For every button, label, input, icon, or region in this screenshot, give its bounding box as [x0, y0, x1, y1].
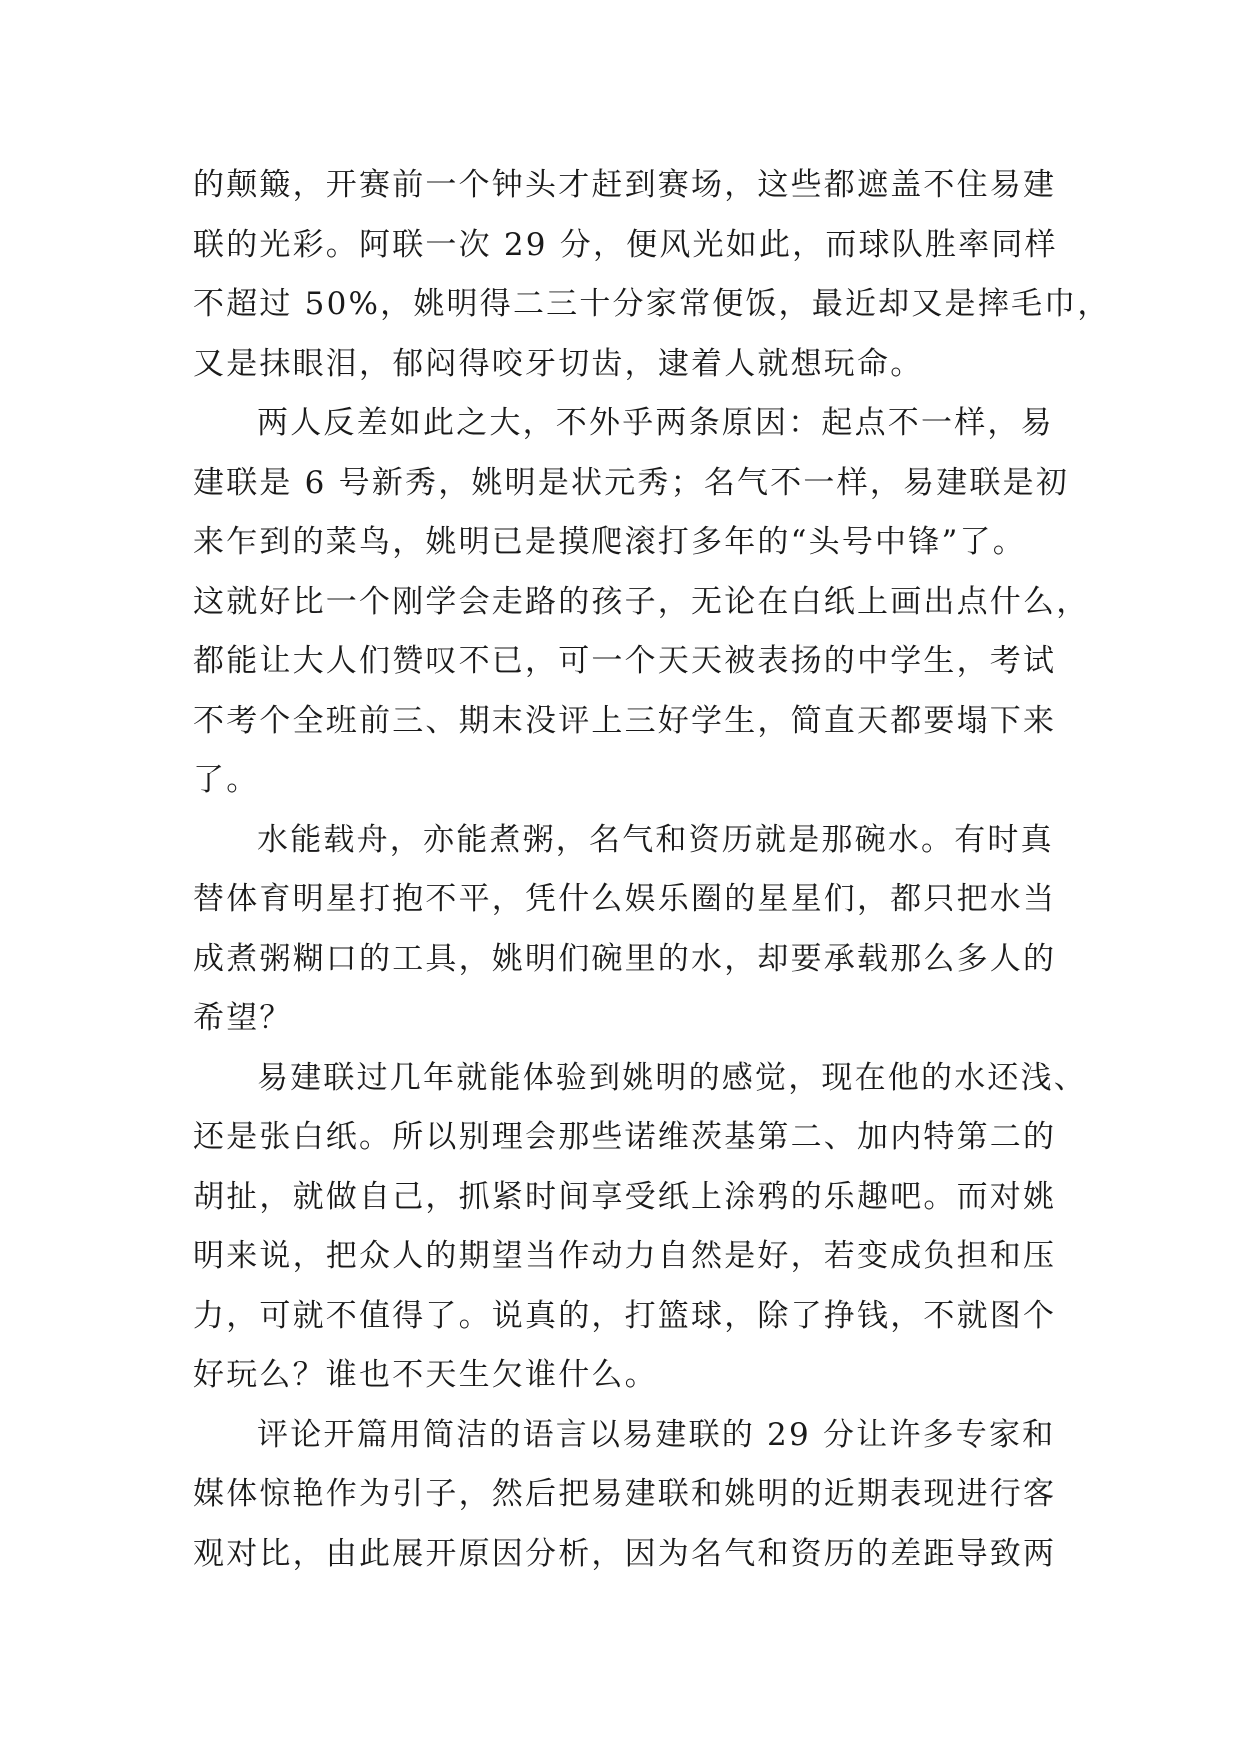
text-line: 好玩么？谁也不天生欠谁什么。: [193, 1357, 658, 1393]
text-line: 的颠簸，开赛前一个钟头才赶到赛场，这些都遮盖不住易建: [193, 167, 1057, 203]
paragraph-first-line: 水能载舟，亦能煮粥，名气和资历就是那碗水。有时真: [257, 821, 1054, 858]
text-line: 媒体惊艳作为引子，然后把易建联和姚明的近期表现进行客: [193, 1476, 1057, 1512]
text-line: 观对比，由此展开原因分析，因为名气和资历的差距导致两: [193, 1535, 1057, 1572]
text-line: 力，可就不值得了。说真的，打篮球，除了挣钱，不就图个: [193, 1297, 1057, 1334]
text-line: 了。: [193, 762, 260, 798]
text-line: 又是抹眼泪，郁闷得咬牙切齿，逮着人就想玩命。: [193, 345, 924, 382]
text-line: 来乍到的菜鸟，姚明已是摸爬滚打多年的“头号中锋”了。: [193, 524, 1026, 560]
paragraph-first-line: 易建联过几年就能体验到姚明的感觉，现在他的水还浅、: [257, 1059, 1087, 1096]
text-line: 建联是 6 号新秀，姚明是状元秀；名气不一样，易建联是初: [193, 464, 1070, 501]
paragraph-first-line: 评论开篇用简洁的语言以易建联的 29 分让许多专家和: [257, 1416, 1056, 1453]
paragraph-first-line: 两人反差如此之大，不外乎两条原因：起点不一样，易: [257, 405, 1054, 441]
text-line: 希望？: [193, 1000, 293, 1036]
text-line: 不超过 50%，姚明得二三十分家常便饭，最近却又是摔毛巾，: [193, 286, 1111, 322]
text-line: 联的光彩。阿联一次 29 分，便风光如此，而球队胜率同样: [193, 226, 1058, 263]
text-line: 这就好比一个刚学会走路的孩子，无论在白纸上画出点什么，: [193, 583, 1090, 620]
document-body: [193, 156, 1111, 1584]
text-line: 胡扯，就做自己，抓紧时间享受纸上涂鸦的乐趣吧。而对姚: [193, 1178, 1057, 1215]
text-line: 替体育明星打抱不平，凭什么娱乐圈的星星们，都只把水当: [193, 881, 1057, 917]
text-line: 还是张白纸。所以别理会那些诺维茨基第二、加内特第二的: [193, 1119, 1057, 1155]
text-line: 都能让大人们赞叹不已，可一个天天被表扬的中学生，考试: [193, 643, 1057, 679]
text-line: 成煮粥糊口的工具，姚明们碗里的水，却要承载那么多人的: [193, 940, 1057, 977]
text-line: 不考个全班前三、期末没评上三好学生，简直天都要塌下来: [193, 702, 1057, 739]
text-line: 明来说，把众人的期望当作动力自然是好，若变成负担和压: [193, 1238, 1057, 1274]
